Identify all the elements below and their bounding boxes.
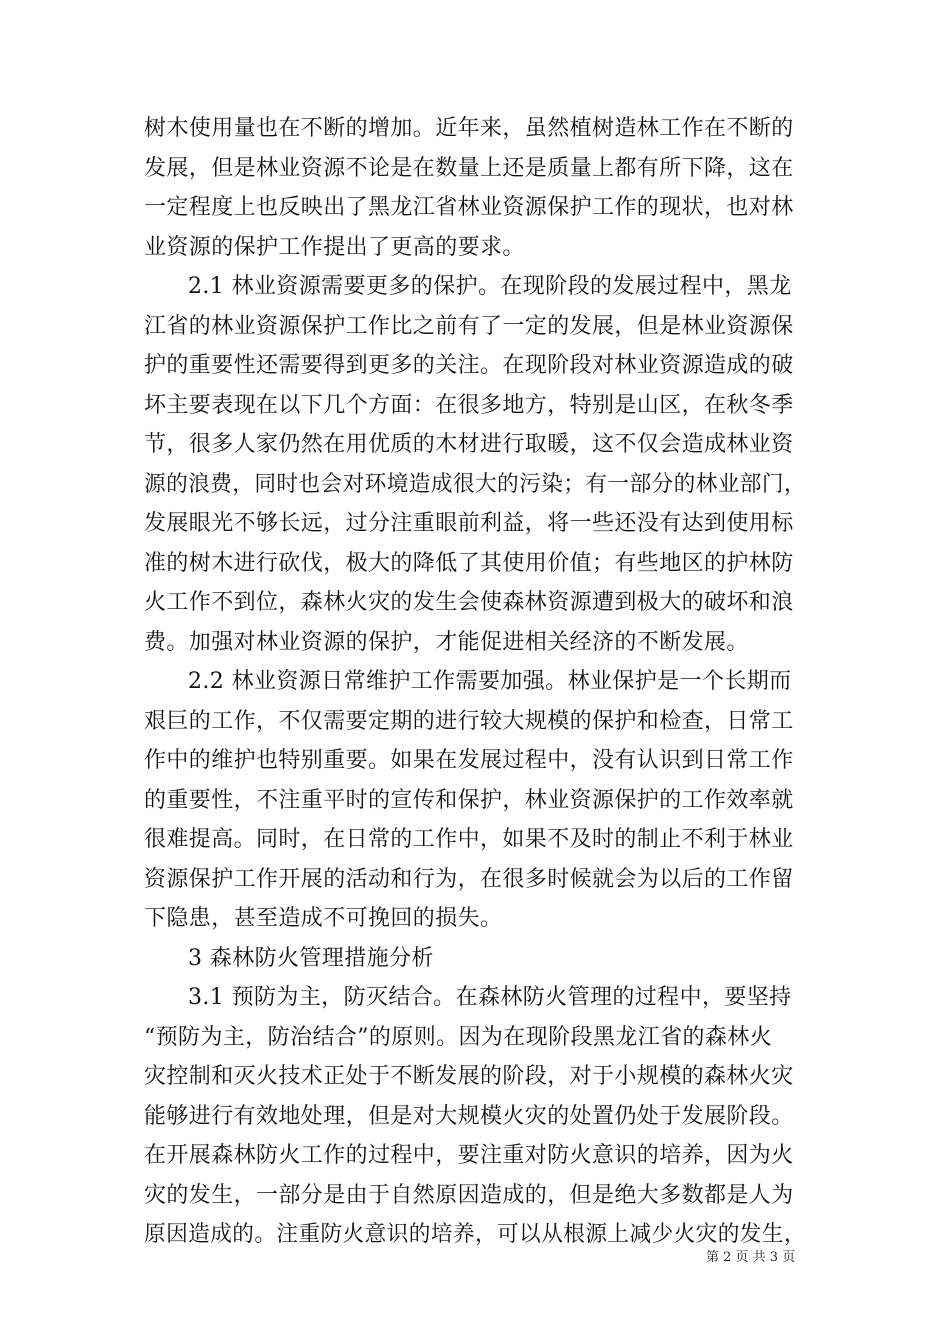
text-line: 一定程度上也反映出了黑龙江省林业资源保护工作的现状，也对林: [144, 195, 794, 220]
section-3-heading: 3 森林防火管理措施分析: [188, 945, 434, 971]
text-line: 资源保护工作开展的活动和行为，在很多时候就会为以后的工作留: [144, 866, 794, 892]
text-line: 树木使用量也在不断的增加。近年来，虽然植树造林工作在不断的: [144, 116, 794, 141]
text-line: 源的浪费，同时也会对环境造成很大的污染；有一部分的林业部门，: [144, 471, 807, 497]
text-line: 发展，但是林业资源不论是在数量上还是质量上都有所下降，这在: [144, 155, 794, 181]
text-line: 灾的发生，一部分是由于自然原因造成的，但是绝大多数都是人为: [144, 1182, 794, 1208]
text-line: 坏主要表现在以下几个方面：在很多地方，特别是山区，在秋冬季: [144, 392, 794, 418]
section-3-1-heading-line: 3.1 预防为主，防灭结合。在森林防火管理的过程中，要坚持: [188, 985, 792, 1010]
text-line: 准的树木进行砍伐，极大的降低了其使用价值；有些地区的护林防: [144, 550, 794, 576]
text-line: 火工作不到位，森林火灾的发生会使森林资源遭到极大的破坏和浪: [144, 590, 794, 615]
section-2-2-heading-line: 2.2 林业资源日常维护工作需要加强。林业保护是一个长期而: [188, 669, 792, 694]
text-line: 下隐患，甚至造成不可挽回的损失。: [144, 906, 503, 931]
text-line: 作中的维护也特别重要。如果在发展过程中，没有认识到日常工作: [144, 748, 794, 773]
text-line: 费。加强对林业资源的保护，才能促进相关经济的不断发展。: [144, 629, 749, 655]
text-line: 很难提高。同时，在日常的工作中，如果不及时的制止不利于林业: [144, 827, 794, 852]
text-line: 原因造成的。注重防火意识的培养，可以从根源上减少火灾的发生，: [144, 1222, 807, 1247]
section-2-1-heading-line: 2.1 林业资源需要更多的保护。在现阶段的发展过程中，黑龙: [188, 274, 792, 299]
text-line: 发展眼光不够长远，过分注重眼前利益，将一些还没有达到使用标: [144, 511, 794, 536]
text-line: 节，很多人家仍然在用优质的木材进行取暖，这不仅会造成林业资: [144, 432, 794, 457]
text-line: 灾控制和灭火技术正处于不断发展的阶段，对于小规模的森林火灾: [144, 1064, 794, 1089]
text-line: 艰巨的工作，不仅需要定期的进行较大规模的保护和检查，日常工: [144, 708, 794, 734]
text-line: 在开展森林防火工作的过程中，要注重对防火意识的培养，因为火: [144, 1143, 794, 1168]
text-line: 业资源的保护工作提出了更高的要求。: [144, 234, 525, 260]
text-line: 能够进行有效地处理，但是对大规模火灾的处置仍处于发展阶段。: [144, 1103, 794, 1129]
text-line: “预防为主，防治结合”的原则。因为在现阶段黑龙江省的森林火: [144, 1024, 773, 1050]
text-line: 护的重要性还需要得到更多的关注。在现阶段对林业资源造成的破: [144, 353, 794, 378]
text-line: 江省的林业资源保护工作比之前有了一定的发展，但是林业资源保: [144, 313, 794, 339]
text-line: 的重要性，不注重平时的宣传和保护，林业资源保护的工作效率就: [144, 787, 794, 813]
page-number: 第 2 页 共 3 页: [706, 1250, 796, 1265]
